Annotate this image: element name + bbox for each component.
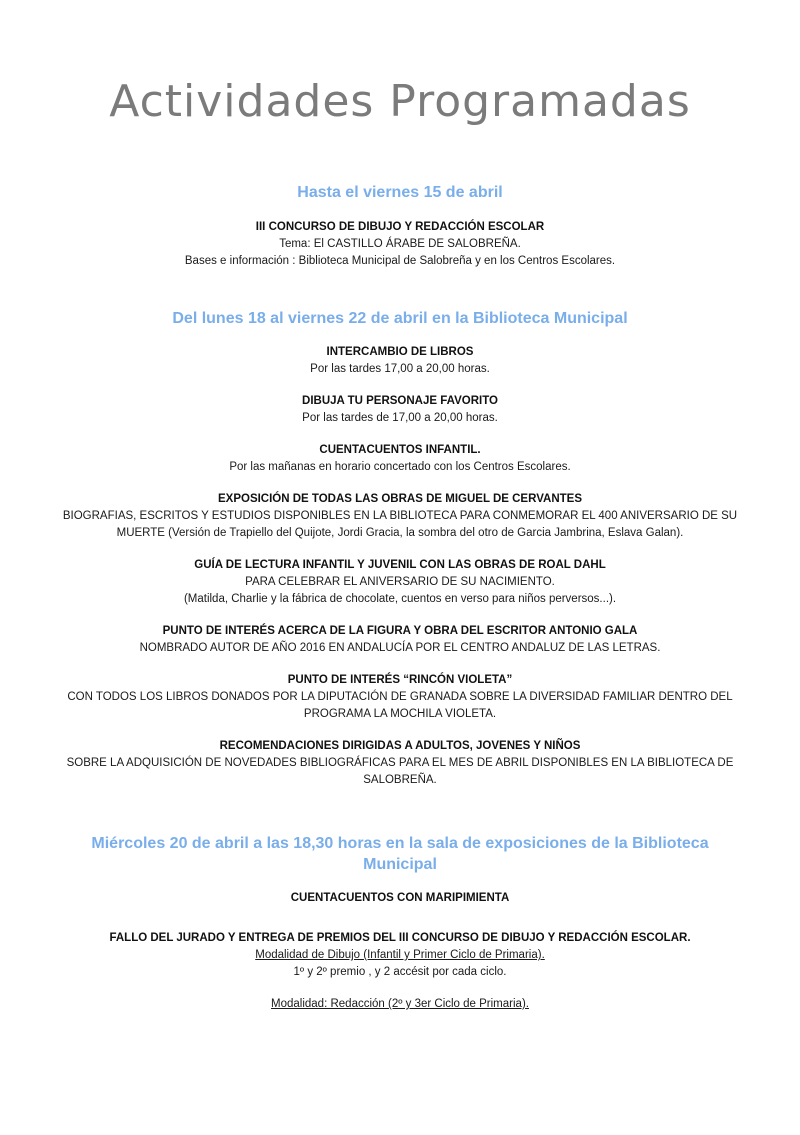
modalidad-redaccion: Modalidad: Redacción (2º y 3er Ciclo de Primaria). [271, 998, 529, 1010]
item-line: (Matilda, Charlie y la fábrica de chocolate, cuentos en verso para niños perversos...). [183, 593, 617, 605]
item-line: NOMBRADO AUTOR DE AÑO 2016 EN ANDALUCÍA POR EL CENTRO ANDALUZ DE LAS LETRAS. [139, 642, 661, 654]
item-line: BIOGRAFIAS, ESCRITOS Y ESTUDIOS DISPONIBLES EN LA BIBLIOTECA PARA CONMEMORAR EL 400 ANIVERSARIO DE SU [62, 510, 738, 522]
section-heading-miercoles-cont: Municipal [363, 856, 437, 873]
premios-dibujo: 1º y 2º premio , y 2 accésit por cada ciclo. [293, 966, 507, 978]
activity-block [40, 442, 760, 476]
item-line: PROGRAMA LA MOCHILA VIOLETA. [303, 708, 497, 720]
item-title-cuentacuentos: CUENTACUENTOS CON MARIPIMIENTA [290, 892, 510, 904]
item-title-concurso: III CONCURSO DE DIBUJO Y REDACCIÓN ESCOLAR [255, 221, 545, 233]
item-title: DIBUJA TU PERSONAJE FAVORITO [302, 395, 498, 407]
item-title: PUNTO DE INTERÉS ACERCA DE LA FIGURA Y OBRA DEL ESCRITOR ANTONIO GALA [162, 625, 638, 637]
item-title: INTERCAMBIO DE LIBROS [326, 346, 474, 358]
item-line-tema: Tema: El CASTILLO ÁRABE DE SALOBREÑA. [279, 238, 521, 250]
item-line-bases: Bases e información : Biblioteca Municipal de Salobreña y en los Centros Escolares. [184, 255, 616, 267]
item-title: CUENTACUENTOS INFANTIL. [319, 444, 481, 456]
section-heading-concurso: Hasta el viernes 15 de abril [297, 184, 503, 201]
item-line: Por las mañanas en horario concertado con los Centros Escolares. [229, 461, 571, 473]
section-heading-miercoles: Miércoles 20 de abril a las 18,30 horas en la sala de exposiciones de la Biblioteca [91, 835, 709, 852]
modalidad-dibujo: Modalidad de Dibujo (Infantil y Primer Ciclo de Primaria). [255, 949, 545, 961]
section-concurso [40, 182, 760, 270]
item-title: PUNTO DE INTERÉS “RINCÓN VIOLETA” [287, 674, 513, 686]
section-miercoles [40, 833, 760, 1013]
activity-block [40, 623, 760, 657]
item-line: Por las tardes de 17,00 a 20,00 horas. [302, 412, 498, 424]
activity-block [40, 557, 760, 608]
activity-block [40, 491, 760, 542]
activity-block [40, 672, 760, 723]
item-title: RECOMENDACIONES DIRIGIDAS A ADULTOS, JOVENES Y NIÑOS [219, 740, 581, 752]
item-title: GUÍA DE LECTURA INFANTIL Y JUVENIL CON LAS OBRAS DE ROAL DAHL [194, 559, 606, 571]
page-title: Actividades Programadas [109, 76, 691, 127]
item-line: Por las tardes 17,00 a 20,00 horas. [310, 363, 490, 375]
item-line: SALOBREÑA. [363, 774, 437, 786]
item-title-fallo: FALLO DEL JURADO Y ENTREGA DE PREMIOS DEL III CONCURSO DE DIBUJO Y REDACCIÓN ESCOLAR. [109, 932, 691, 944]
activity-block [40, 344, 760, 378]
item-title: EXPOSICIÓN DE TODAS LAS OBRAS DE MIGUEL DE CERVANTES [217, 493, 582, 505]
item-line: PARA CELEBRAR EL ANIVERSARIO DE SU NACIMIENTO. [245, 576, 555, 588]
item-line: SOBRE LA ADQUISICIÓN DE NOVEDADES BIBLIOGRÁFICAS PARA EL MES DE ABRIL DISPONIBLES EN LA BIBLIOTECA DE [66, 757, 734, 769]
item-line: CON TODOS LOS LIBROS DONADOS POR LA DIPUTACIÓN DE GRANADA SOBRE LA DIVERSIDAD FAMILIAR DENTRO DEL [67, 691, 733, 703]
section-heading-biblioteca: Del lunes 18 al viernes 22 de abril en la Biblioteca Municipal [172, 310, 628, 327]
item-line: MUERTE (Versión de Trapiello del Quijote, Jordi Gracia, la sombra del otro de Garcia Jambrina, Eslava Galan). [116, 527, 684, 539]
activity-block [40, 738, 760, 789]
section-biblioteca [40, 308, 760, 789]
activity-block [40, 393, 760, 427]
